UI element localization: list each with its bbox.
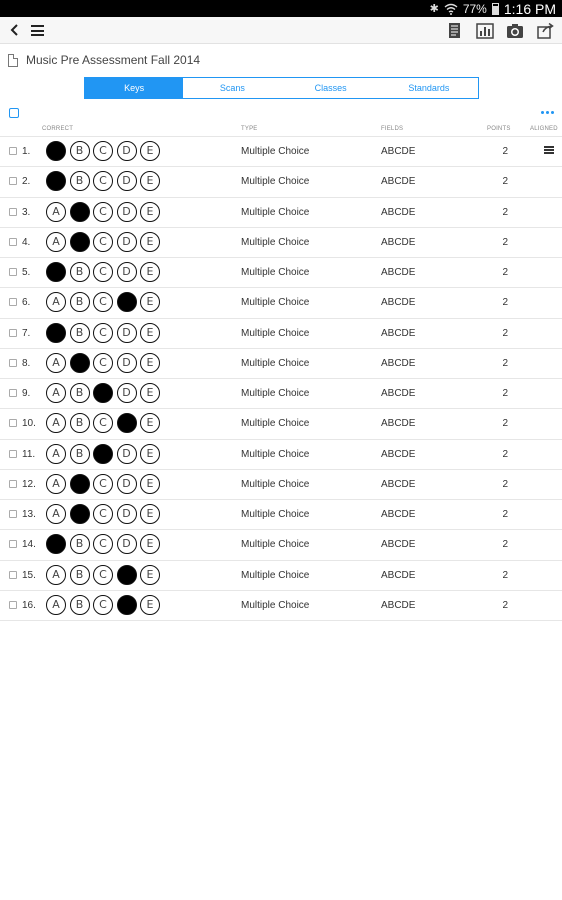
answer-bubbles xyxy=(46,444,160,464)
bubble-e[interactable]: E xyxy=(140,534,160,554)
question-fields: ABCDE xyxy=(381,539,416,551)
chart-icon[interactable] xyxy=(476,22,494,40)
table-row[interactable] xyxy=(0,288,562,318)
bubble-d[interactable]: D xyxy=(117,232,137,252)
bubble-c[interactable]: C xyxy=(93,474,113,494)
question-number: 14. xyxy=(22,539,36,551)
answer-bubbles xyxy=(46,171,160,191)
bubble-c[interactable]: C xyxy=(93,444,113,464)
bubble-e[interactable]: E xyxy=(140,353,160,373)
bubble-c[interactable]: C xyxy=(93,504,113,524)
bubble-b[interactable]: B xyxy=(70,565,90,585)
bubble-d[interactable]: D xyxy=(117,504,137,524)
question-type: Multiple Choice xyxy=(241,448,310,460)
answer-bubbles xyxy=(46,262,160,282)
bubble-e[interactable]: E xyxy=(140,565,160,585)
bubble-b[interactable]: B xyxy=(70,444,90,464)
question-points: 2 xyxy=(502,297,508,309)
bubble-a[interactable]: A xyxy=(46,232,66,252)
question-number: 5. xyxy=(22,267,31,278)
question-points: 2 xyxy=(502,206,508,218)
question-fields: ABCDE xyxy=(381,357,416,369)
table-row[interactable] xyxy=(0,591,562,621)
bubble-b[interactable]: B xyxy=(70,504,90,524)
question-type: Multiple Choice xyxy=(241,176,310,188)
question-points: 2 xyxy=(502,418,508,430)
bubble-a[interactable]: A xyxy=(46,504,66,524)
question-fields: ABCDE xyxy=(381,448,416,460)
question-fields: ABCDE xyxy=(381,206,416,218)
table-row[interactable] xyxy=(0,379,562,409)
bubble-d[interactable]: D xyxy=(117,383,137,403)
question-type: Multiple Choice xyxy=(241,357,310,369)
bubble-e[interactable]: E xyxy=(140,262,160,282)
question-type: Multiple Choice xyxy=(241,267,310,278)
header-fields: FIELDS xyxy=(381,126,404,132)
question-number: 12. xyxy=(22,478,36,490)
answer-bubbles xyxy=(46,413,160,433)
bubble-e[interactable]: E xyxy=(140,595,160,615)
row-checkbox[interactable] xyxy=(9,147,17,155)
question-type: Multiple Choice xyxy=(241,478,310,490)
battery-icon xyxy=(492,3,499,15)
bubble-a[interactable]: A xyxy=(46,141,66,161)
row-checkbox[interactable] xyxy=(9,359,17,367)
battery-percent: 77% xyxy=(462,1,487,16)
question-points: 2 xyxy=(502,478,508,490)
question-number: 7. xyxy=(22,327,31,339)
row-checkbox[interactable] xyxy=(9,450,17,458)
bubble-c[interactable]: C xyxy=(93,413,113,433)
bubble-c[interactable]: C xyxy=(93,534,113,554)
question-type: Multiple Choice xyxy=(241,418,310,430)
question-number: 1. xyxy=(22,146,31,157)
tab-keys[interactable]: Keys xyxy=(85,78,183,98)
answer-bubbles xyxy=(46,292,160,312)
select-all-checkbox[interactable] xyxy=(9,108,19,118)
bubble-a[interactable]: A xyxy=(46,534,66,554)
question-number: 13. xyxy=(22,509,36,520)
question-number: 6. xyxy=(22,297,31,309)
bubble-e[interactable]: E xyxy=(140,474,160,494)
row-checkbox[interactable] xyxy=(9,480,17,488)
question-points: 2 xyxy=(502,267,508,278)
table-row[interactable] xyxy=(0,561,562,591)
answer-key-list xyxy=(0,137,562,621)
camera-icon[interactable] xyxy=(506,22,524,40)
document-header xyxy=(8,52,200,68)
question-fields: ABCDE xyxy=(381,509,416,520)
bubble-d[interactable]: D xyxy=(117,474,137,494)
bubble-e[interactable]: E xyxy=(140,383,160,403)
bubble-b[interactable]: B xyxy=(70,232,90,252)
table-row[interactable] xyxy=(0,167,562,197)
more-options-icon[interactable] xyxy=(541,111,554,114)
bubble-c[interactable]: C xyxy=(93,141,113,161)
row-checkbox[interactable] xyxy=(9,298,17,306)
question-number: 2. xyxy=(22,176,31,188)
row-checkbox[interactable] xyxy=(9,389,17,397)
question-type: Multiple Choice xyxy=(241,509,310,520)
question-points: 2 xyxy=(502,599,508,611)
bubble-e[interactable]: E xyxy=(140,232,160,252)
bubble-e[interactable]: E xyxy=(140,171,160,191)
question-points: 2 xyxy=(502,509,508,520)
bubble-e[interactable]: E xyxy=(140,323,160,343)
question-fields: ABCDE xyxy=(381,599,416,611)
header-points: POINTS xyxy=(487,126,511,132)
question-points: 2 xyxy=(502,357,508,369)
table-row[interactable] xyxy=(0,349,562,379)
bubble-d[interactable]: D xyxy=(117,262,137,282)
table-header xyxy=(0,124,562,137)
answer-bubbles xyxy=(46,383,160,403)
answer-bubbles xyxy=(46,141,160,161)
bubble-b[interactable]: B xyxy=(70,292,90,312)
bubble-a[interactable]: A xyxy=(46,444,66,464)
bubble-d[interactable]: D xyxy=(117,595,137,615)
bubble-a[interactable]: A xyxy=(46,262,66,282)
row-checkbox[interactable] xyxy=(9,571,17,579)
bubble-c[interactable]: C xyxy=(93,262,113,282)
answer-bubbles xyxy=(46,565,160,585)
answer-bubbles xyxy=(46,202,160,222)
question-number: 11. xyxy=(22,448,36,460)
document-icon xyxy=(8,54,18,67)
bubble-d[interactable]: D xyxy=(117,413,137,433)
question-fields: ABCDE xyxy=(381,569,416,581)
bubble-a[interactable]: A xyxy=(46,202,66,222)
question-number: 15. xyxy=(22,569,36,581)
bubble-c[interactable]: C xyxy=(93,292,113,312)
toolbar xyxy=(0,17,562,44)
bubble-c[interactable]: C xyxy=(93,202,113,222)
bubble-d[interactable]: D xyxy=(117,323,137,343)
bubble-e[interactable]: E xyxy=(140,141,160,161)
question-points: 2 xyxy=(502,448,508,460)
question-fields: ABCDE xyxy=(381,297,416,309)
bubble-e[interactable]: E xyxy=(140,413,160,433)
bubble-d[interactable]: D xyxy=(117,171,137,191)
bubble-b[interactable]: B xyxy=(70,262,90,282)
question-type: Multiple Choice xyxy=(241,236,310,248)
bubble-a[interactable]: A xyxy=(46,171,66,191)
question-points: 2 xyxy=(502,539,508,551)
bubble-e[interactable]: E xyxy=(140,504,160,524)
bubble-b[interactable]: B xyxy=(70,413,90,433)
bubble-d[interactable]: D xyxy=(117,202,137,222)
tab-classes[interactable]: Classes xyxy=(314,83,347,93)
row-checkbox[interactable] xyxy=(9,419,17,427)
question-fields: ABCDE xyxy=(381,236,416,248)
table-row[interactable] xyxy=(0,470,562,500)
tab-bar xyxy=(84,77,479,99)
question-fields: ABCDE xyxy=(381,267,416,278)
bubble-e[interactable]: E xyxy=(140,202,160,222)
row-checkbox[interactable] xyxy=(9,268,17,276)
table-row[interactable] xyxy=(0,228,562,258)
answer-bubbles xyxy=(46,353,160,373)
bubble-b[interactable]: B xyxy=(70,141,90,161)
bubble-c[interactable]: C xyxy=(93,595,113,615)
bubble-d[interactable]: D xyxy=(117,444,137,464)
question-points: 2 xyxy=(502,176,508,188)
document-title: Music Pre Assessment Fall 2014 xyxy=(26,53,201,67)
bubble-a[interactable]: A xyxy=(46,383,66,403)
question-points: 2 xyxy=(502,327,508,339)
question-points: 2 xyxy=(502,388,508,399)
header-correct: CORRECT xyxy=(42,126,74,132)
header-aligned: ALIGNED xyxy=(530,126,558,132)
answer-bubbles xyxy=(46,595,160,615)
question-type: Multiple Choice xyxy=(241,539,310,551)
row-checkbox[interactable] xyxy=(9,208,17,216)
answer-bubbles xyxy=(46,323,160,343)
bubble-a[interactable]: A xyxy=(46,474,66,494)
question-type: Multiple Choice xyxy=(241,206,310,218)
bubble-d[interactable]: D xyxy=(117,353,137,373)
question-type: Multiple Choice xyxy=(241,388,310,399)
bubble-a[interactable]: A xyxy=(46,595,66,615)
bubble-d[interactable]: D xyxy=(117,534,137,554)
menu-icon[interactable] xyxy=(31,25,44,36)
table-row[interactable] xyxy=(0,500,562,530)
bubble-b[interactable]: B xyxy=(70,353,90,373)
bubble-c[interactable]: C xyxy=(93,383,113,403)
question-number: 16. xyxy=(22,599,36,611)
question-number: 9. xyxy=(22,388,31,399)
answer-bubbles xyxy=(46,504,160,524)
bubble-d[interactable]: D xyxy=(117,141,137,161)
question-type: Multiple Choice xyxy=(241,569,310,581)
bubble-b[interactable]: B xyxy=(70,474,90,494)
bubble-e[interactable]: E xyxy=(140,292,160,312)
bubble-b[interactable]: B xyxy=(70,534,90,554)
bubble-a[interactable]: A xyxy=(46,353,66,373)
bubble-b[interactable]: B xyxy=(70,171,90,191)
table-row[interactable] xyxy=(0,319,562,349)
question-number: 3. xyxy=(22,206,31,218)
question-fields: ABCDE xyxy=(381,146,416,157)
wifi-icon xyxy=(444,3,458,15)
bubble-c[interactable]: C xyxy=(93,232,113,252)
share-icon[interactable] xyxy=(536,22,554,40)
row-checkbox[interactable] xyxy=(9,329,17,337)
bubble-e[interactable]: E xyxy=(140,444,160,464)
tab-standards[interactable]: Standards xyxy=(408,83,450,93)
aligned-standards-icon[interactable] xyxy=(544,146,554,155)
table-row[interactable] xyxy=(0,198,562,228)
bubble-b[interactable]: B xyxy=(70,383,90,403)
back-arrow-icon[interactable] xyxy=(8,22,22,38)
status-bar xyxy=(0,0,562,17)
row-checkbox[interactable] xyxy=(9,510,17,518)
header-type: TYPE xyxy=(241,126,258,132)
document-list-icon[interactable] xyxy=(446,22,464,40)
question-type: Multiple Choice xyxy=(241,146,310,157)
bubble-c[interactable]: C xyxy=(93,565,113,585)
bubble-c[interactable]: C xyxy=(93,171,113,191)
bubble-b[interactable]: B xyxy=(70,595,90,615)
question-points: 2 xyxy=(502,569,508,581)
bubble-b[interactable]: B xyxy=(70,202,90,222)
question-type: Multiple Choice xyxy=(241,327,310,339)
question-points: 2 xyxy=(502,236,508,248)
row-checkbox[interactable] xyxy=(9,238,17,246)
question-fields: ABCDE xyxy=(381,418,416,430)
table-row[interactable] xyxy=(0,258,562,288)
bubble-c[interactable]: C xyxy=(93,353,113,373)
row-checkbox[interactable] xyxy=(9,601,17,609)
tab-scans[interactable]: Scans xyxy=(219,83,245,93)
question-fields: ABCDE xyxy=(381,327,416,339)
bubble-a[interactable]: A xyxy=(46,413,66,433)
bubble-b[interactable]: B xyxy=(70,323,90,343)
table-row[interactable] xyxy=(0,409,562,439)
row-checkbox[interactable] xyxy=(9,540,17,548)
answer-bubbles xyxy=(46,232,160,252)
question-fields: ABCDE xyxy=(381,478,416,490)
question-number: 4. xyxy=(22,236,31,248)
bubble-a[interactable]: A xyxy=(46,565,66,585)
question-type: Multiple Choice xyxy=(241,297,310,309)
question-number: 8. xyxy=(22,357,31,369)
bluetooth-icon: ✱ xyxy=(429,3,439,15)
clock: 1:16 PM xyxy=(503,0,556,17)
bubble-d[interactable]: D xyxy=(117,565,137,585)
bubble-d[interactable]: D xyxy=(117,292,137,312)
table-row[interactable] xyxy=(0,440,562,470)
question-points: 2 xyxy=(502,146,508,157)
bubble-a[interactable]: A xyxy=(46,323,66,343)
answer-bubbles xyxy=(46,474,160,494)
table-row[interactable] xyxy=(0,530,562,560)
table-row[interactable] xyxy=(0,137,562,167)
row-checkbox[interactable] xyxy=(9,177,17,185)
answer-bubbles xyxy=(46,534,160,554)
question-fields: ABCDE xyxy=(381,176,416,188)
bubble-a[interactable]: A xyxy=(46,292,66,312)
bubble-c[interactable]: C xyxy=(93,323,113,343)
question-fields: ABCDE xyxy=(381,388,416,399)
question-number: 10. xyxy=(22,418,36,430)
question-type: Multiple Choice xyxy=(241,599,310,611)
